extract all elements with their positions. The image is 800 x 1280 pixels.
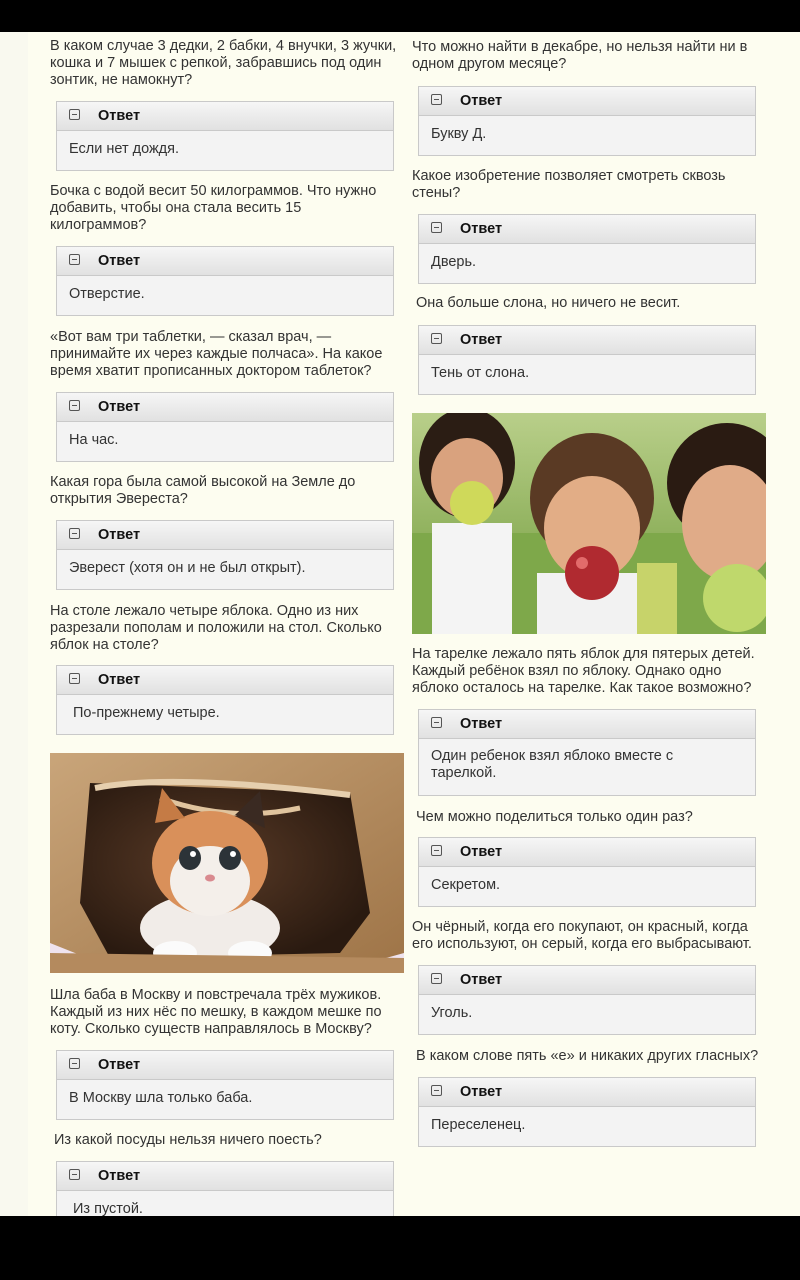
answer-text: Если нет дождя. xyxy=(69,141,180,157)
answer-spoiler[interactable] xyxy=(418,1077,756,1147)
collapse-icon xyxy=(69,673,80,684)
answer-text: Из пустой. xyxy=(73,1201,143,1216)
answer-toggle[interactable]: Ответ xyxy=(57,666,393,695)
children-with-apples-image xyxy=(412,413,766,634)
riddle-question: «Вот вам три таблетки, — сказал врач, — принимайте их через каждые полчаса». На какое время хватит прописанных доктором таблеток? xyxy=(50,329,383,379)
answer-spoiler[interactable] xyxy=(418,325,756,395)
riddle-question: Она больше слона, но ничего не весит. xyxy=(416,295,681,311)
riddle-question: Шла баба в Москву и повстречала трёх мужиков. Каждый из них нёс по мешку, в каждом мешке по коту. Сколько существ направлялось в Москву? xyxy=(50,987,382,1037)
answer-text: Тень от слона. xyxy=(431,365,530,381)
answer-spoiler[interactable] xyxy=(56,101,394,171)
children-apples-photo xyxy=(412,413,766,634)
collapse-icon xyxy=(431,94,442,105)
answer-text: Секретом. xyxy=(431,877,501,893)
riddle-question: В каком случае 3 дедки, 2 бабки, 4 внучки, 3 жучки, кошка и 7 мышек с репкой, забравшись под один зонтик, не намокнут? xyxy=(50,38,397,88)
riddle-question: Какая гора была самой высокой на Земле до открытия Эвереста? xyxy=(50,474,356,507)
answer-toggle[interactable]: Ответ xyxy=(419,215,755,244)
page-margin xyxy=(0,32,28,1216)
collapse-icon xyxy=(431,1085,442,1096)
collapse-icon xyxy=(431,973,442,984)
collapse-icon xyxy=(69,400,80,411)
answer-spoiler[interactable] xyxy=(56,392,394,462)
answer-toggle[interactable]: Ответ xyxy=(419,326,755,355)
answer-text: Уголь. xyxy=(431,1005,473,1021)
answer-toggle[interactable]: Ответ xyxy=(57,521,393,550)
collapse-icon xyxy=(69,1058,80,1069)
riddle-question: На тарелке лежало пять яблок для пятерых детей. Каждый ребёнок взял по яблоку. Однако одно яблоко осталось на тарелке. Как такое возможно? xyxy=(412,646,755,696)
riddles-page[interactable] xyxy=(0,32,800,1216)
collapse-icon xyxy=(69,254,80,265)
kitten-photo xyxy=(50,753,404,973)
answer-toggle[interactable]: Ответ xyxy=(57,1051,393,1080)
answer-spoiler[interactable] xyxy=(56,1161,394,1216)
answer-text: Дверь. xyxy=(431,254,477,270)
riddle-question: Чем можно поделиться только один раз? xyxy=(416,809,693,825)
status-bar xyxy=(0,0,800,32)
riddle-question: В каком слове пять «е» и никаких других гласных? xyxy=(416,1048,759,1064)
answer-text: По-прежнему четыре. xyxy=(73,705,220,721)
collapse-icon xyxy=(431,845,442,856)
riddle-question: Что можно найти в декабре, но нельзя найти ни в одном другом месяце? xyxy=(412,39,748,72)
answer-text: Один ребенок взял яблоко вместе с тарелкой. xyxy=(431,748,674,781)
collapse-icon xyxy=(431,717,442,728)
collapse-icon xyxy=(69,528,80,539)
answer-spoiler[interactable] xyxy=(56,520,394,590)
answer-spoiler[interactable] xyxy=(418,86,756,156)
answer-spoiler[interactable] xyxy=(418,837,756,907)
collapse-icon xyxy=(69,1169,80,1180)
answer-spoiler[interactable] xyxy=(418,709,756,796)
answer-spoiler[interactable] xyxy=(418,965,756,1035)
riddle-question: Он чёрный, когда его покупают, он красный, когда его используют, он серый, когда его выбрасывают. xyxy=(412,919,752,952)
answer-toggle[interactable]: Ответ xyxy=(419,710,755,739)
answer-toggle[interactable]: Ответ xyxy=(419,966,755,995)
answer-spoiler[interactable] xyxy=(56,246,394,316)
answer-text: В Москву шла только баба. xyxy=(69,1090,253,1106)
answer-spoiler[interactable] xyxy=(418,214,756,284)
answer-toggle[interactable]: Ответ xyxy=(57,102,393,131)
answer-toggle[interactable]: Ответ xyxy=(57,393,393,422)
riddle-question: Бочка с водой весит 50 килограммов. Что нужно добавить, чтобы она стала весить 15 килограммов? xyxy=(50,183,377,233)
answer-text: Букву Д. xyxy=(431,126,487,142)
collapse-icon xyxy=(69,109,80,120)
answer-spoiler[interactable] xyxy=(56,665,394,735)
collapse-icon xyxy=(431,222,442,233)
answer-toggle[interactable]: Ответ xyxy=(57,1162,393,1191)
answer-text: Отверстие. xyxy=(69,286,145,302)
riddle-question: На столе лежало четыре яблока. Одно из них разрезали пополам и положили на стол. Сколько яблок на столе? xyxy=(50,603,382,653)
answer-text: Эверест (хотя он и не был открыт). xyxy=(69,560,306,576)
kitten-in-bag-image xyxy=(50,753,404,973)
answer-toggle[interactable]: Ответ xyxy=(419,1078,755,1107)
answer-toggle[interactable]: Ответ xyxy=(419,838,755,867)
answer-toggle[interactable]: Ответ xyxy=(419,87,755,116)
riddle-question: Из какой посуды нельзя ничего поесть? xyxy=(54,1132,322,1148)
navigation-bar xyxy=(0,1216,800,1280)
answer-toggle[interactable]: Ответ xyxy=(57,247,393,276)
answer-text: Переселенец. xyxy=(431,1117,526,1133)
answer-spoiler[interactable] xyxy=(56,1050,394,1120)
collapse-icon xyxy=(431,333,442,344)
riddle-question: Какое изобретение позволяет смотреть сквозь стены? xyxy=(412,168,726,201)
answer-text: На час. xyxy=(69,432,119,448)
